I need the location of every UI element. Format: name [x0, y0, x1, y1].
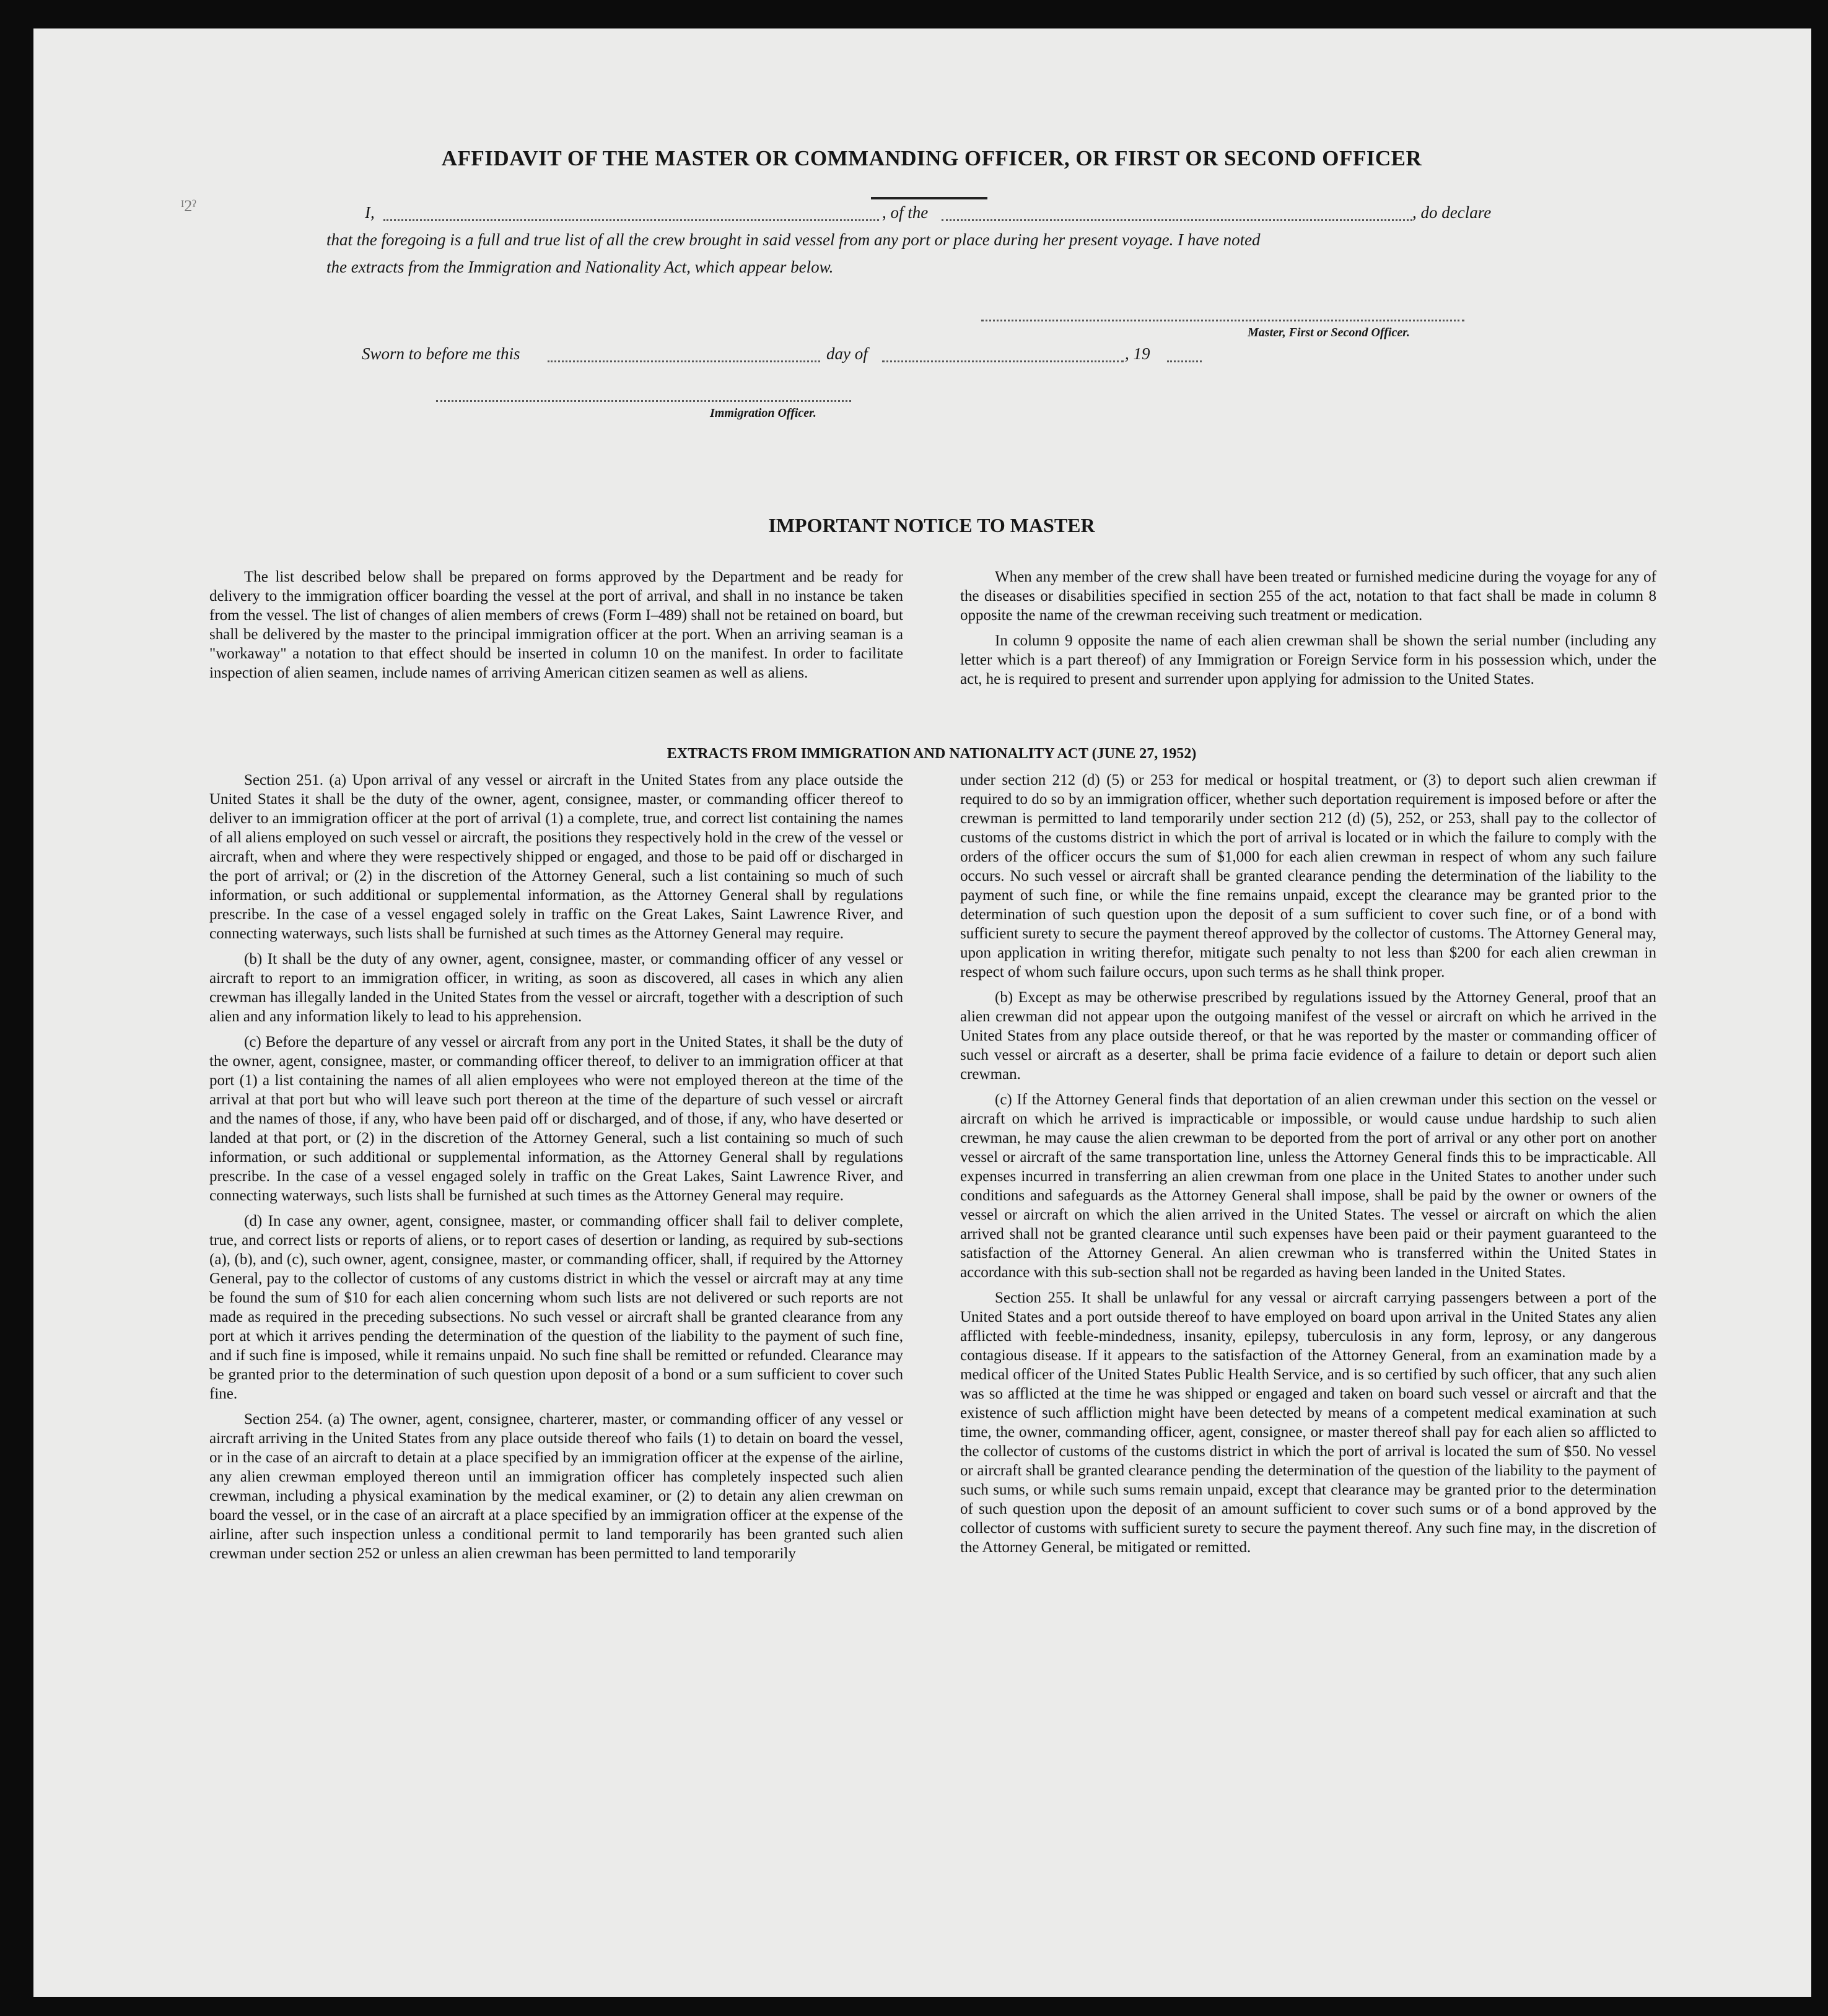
master-signature-field[interactable] — [981, 320, 1464, 321]
extracts-title: EXTRACTS FROM IMMIGRATION AND NATIONALITY ACT (JUNE 27, 1952) — [667, 746, 1197, 762]
extract-paragraph: (b) It shall be the duty of any owner, agent, consignee, master, or commanding officer of any vessel or aircraft to report to an immigration officer, in writing, as soon as discovered, all cases in which any alien crewman has illegally landed in the United States from the vessel or aircraft, together with a description of such alien and any information likely to lead to his apprehension. — [209, 951, 903, 1025]
title-rule — [871, 197, 987, 199]
notice-right-column — [960, 567, 1656, 695]
margin-note: ᴵ2ˀ — [181, 197, 196, 215]
month-field[interactable] — [882, 360, 1124, 362]
notice-right-paragraph-2: In column 9 opposite the name of each alien crewman shall be shown the serial number (including any letter which is a part thereof) of any Immigration or Foreign Service form in his possession which, under the act, he is required to present and surrender upon applying for admission to the United States. — [960, 632, 1656, 687]
declaration-of-the: , of the — [882, 203, 929, 222]
declaration-declare: , do declare — [1412, 203, 1492, 222]
year-field[interactable] — [1167, 360, 1202, 362]
master-caption: Master, First or Second Officer. — [1248, 326, 1410, 339]
name-field[interactable] — [383, 219, 879, 221]
extracts-right-column — [960, 770, 1656, 1563]
declaration-line-3: the extracts from the Immigration and Nationality Act, which appear below. — [326, 258, 834, 276]
extract-paragraph: (b) Except as may be otherwise prescribed by regulations issued by the Attorney General, proof that an alien crewman did not appear upon the outgoing manifest of the vessel or aircraft on which he arrived in the United States from any place outside thereof, or that he was reported by the master or commanding officer of such vessel or aircraft as a deserter, shall be prima facie evidence of a failure to detain or deport such alien crewman. — [960, 989, 1656, 1083]
extract-paragraph: Section 251. (a) Upon arrival of any vessel or aircraft in the United States from any place outside the United States it shall be the duty of the owner, agent, consignee, master, or commanding officer thereof to deliver to an immigration officer at the port of arrival (1) a complete, true, and correct list containing the names of all aliens employed on such vessel or aircraft, the positions they respectively hold in the crew of the vessel or aircraft, when and where they were respectively shipped or engaged, and those to be paid off or discharged in the port of arrival; or (2) in the discretion of the Attorney General, such a list containing so much of such information, or such additional or supplemental information, as the Attorney General shall by regulations prescribe. In the case of a vessel engaged solely in traffic on the Great Lakes, Saint Lawrence River, and connecting waterways, such lists shall be furnished at such times as the Attorney General may require. — [209, 772, 903, 942]
notice-left-column — [209, 567, 903, 689]
officer-caption: Immigration Officer. — [710, 406, 816, 420]
sworn-date-field[interactable] — [548, 360, 820, 362]
extract-paragraph: under section 212 (d) (5) or 253 for medical or hospital treatment, or (3) to deport such alien crewman if required to do so by an immigration officer, whether such deportation requirement is imposed before or after the crewman is permitted to land temporarily under section 212 (d) (5), 252, or 253, shall pay to the collector of customs of the customs district in which the port of arrival is located or in which the failure to comply with the orders of the officer occurs the sum of $1,000 for each alien crewman in respect of whom any such failure occurs. No such vessel or aircraft shall be granted clearance pending the determination of the liability to the payment of such fine, or while the fine remains unpaid, except the clearance may be granted prior to the determination of such question upon the deposit of a sum sufficient to cover such fine, or of a bond with sufficient surety to secure the payment thereof approved by the collector of customs. The Attorney General may, upon application in writing therefor, mitigate such penalty to not less than $200 for each alien crewman in respect of whom such failure occurs, upon such terms as he shall think proper. — [960, 772, 1656, 980]
declaration-i: I, — [365, 203, 375, 222]
extract-paragraph: Section 255. It shall be unlawful for any vessal or aircraft carrying passengers between a port of the United States and a port outside thereof to have employed on board upon arrival in the United States any alien afflicted with feeble-mindedness, insanity, epilepsy, tuberculosis in any form, leprosy, or any dangerous contagious disease. If it appears to the satisfaction of the Attorney General, from an examination made by a medical officer of the United States Public Health Service, and is so certified by such officer, that any such alien was so afflicted at the time he was shipped or engaged and taken on board such vessel or aircraft and that the existence of such affliction might have been detected by means of a competent medical examination at such time, the owner, commanding officer, agent, consignee, or master thereof shall pay for each alien so afflicted to the collector of customs of the customs district in which the port of arrival is located the sum of $50. No vessel or aircraft shall be granted clearance pending the determination of the question of the liability to the payment of such sums, or while such sums remain unpaid, except that clearance may be granted prior to the determination of such question upon the deposit of an amount sufficient to cover such sums or of a bond approved by the collector of customs with sufficient surety to secure the payment thereof. Any such fine may, in the discretion of the Attorney General, be mitigated or remitted. — [960, 1289, 1656, 1556]
sworn-label: Sworn to before me this — [362, 344, 520, 363]
affidavit-title: AFFIDAVIT OF THE MASTER OR COMMANDING OFFICER, OR FIRST OR SECOND OFFICER — [441, 146, 1422, 170]
year-label: , 19 — [1125, 344, 1150, 363]
document-page — [33, 28, 1811, 1997]
extract-paragraph: Section 254. (a) The owner, agent, consignee, charterer, master, or commanding officer of any vessel or aircraft arriving in the United States from any place outside thereof who fails (1) to detain on board the vessel, or in the case of an aircraft to detain at a place specified by an immigration officer at the expense of the airline, any alien crewman employed thereon until an immigration officer has completely inspected such alien crewman, including a physical examination by the medical examiner, or (2) to detain any alien crewman on board the vessel, or in the case of an aircraft at a place specified by an immigration officer at the expense of the airline, after such inspection unless a conditional permit to land temporarily has been granted such alien crewman under section 252 or unless an alien crewman has been permitted to land temporarily — [209, 1411, 903, 1562]
extracts-left-column — [209, 770, 903, 1569]
officer-signature-field[interactable] — [436, 400, 851, 402]
notice-title: IMPORTANT NOTICE TO MASTER — [768, 514, 1095, 536]
extract-paragraph: (c) Before the departure of any vessel or aircraft from any port in the United States, it shall be the duty of the owner, agent, consignee, master, or commanding officer thereof, to deliver to an immigration officer at that port (1) a list containing the names of all alien employees who were not employed thereon at the time of the arrival at that port but who will leave such port thereon at the time of the departure of such vessel or aircraft and the names of those, if any, who have been paid off or discharged, and of those, if any, who have deserted or landed at that port, or (2) in the discretion of the Attorney General, such a list containing so much of such information, or such additional or supplemental information, as the Attorney General shall by regulations prescribe. In the case of a vessel engaged solely in traffic on the Great Lakes, Saint Lawrence River, and connecting waterways, such lists shall be furnished at such times as the Attorney General may require. — [209, 1034, 903, 1204]
declaration-line-2: that the foregoing is a full and true list of all the crew brought in said vessel from any port or place during her present voyage. I have noted — [326, 230, 1261, 249]
notice-left-paragraph: The list described below shall be prepared on forms approved by the Department and be ready for delivery to the immigration officer boarding the vessel at the port of arrival, and shall in no instance be taken from the vessel. The list of changes of alien members of crews (Form I–489) shall not be retained on board, but shall be delivered by the master to the principal immigration officer at the port. When an arriving seaman is a "workaway" a notation to that effect should be inserted in column 10 on the manifest. In order to facilitate inspection of alien seamen, include names of arriving American citizen seamen as well as aliens. — [209, 569, 903, 681]
extract-paragraph: (c) If the Attorney General finds that deportation of an alien crewman under this section on the vessel or aircraft on which he arrived is impracticable or impossible, or would cause undue hardship to such alien crewman, he may cause the alien crewman to be deported from the port of arrival or any other port on another vessel or aircraft of the same transportation line, unless the Attorney General finds this to be impracticable. All expenses incurred in transferring an alien crewman from one place in the United States to another under such conditions and safeguards as the Attorney General shall impose, shall be paid by the owner or owners of the vessel or aircraft on which the alien arrived in the United States. The vessel or aircraft on which the alien arrived shall not be granted clearance until such expenses have been paid or their payment guaranteed to the satisfaction of the Attorney General. An alien crewman who is transferred within the United States in accordance with this sub-section shall not be regarded as having been landed in the United States. — [960, 1091, 1656, 1281]
extract-paragraph: (d) In case any owner, agent, consignee, master, or commanding officer shall fail to deliver complete, true, and correct lists or reports of aliens, or to report cases of desertion or landing, as required by sub-sections (a), (b), and (c), such owner, agent, consignee, master, or commanding officer, shall, if required by the Attorney General, pay to the collector of customs of any customs district in which the vessel or aircraft may at any time be found the sum of $10 for each alien concerning whom such lists are not delivered or such reports are not made as required in the preceding subsections. No such vessel or aircraft shall be granted clearance from any port at which it arrives pending the determination of the question of the liability to the payment of such fine, and if such fine is imposed, while it remains unpaid. No such fine shall be remitted or refunded. Clearance may be granted prior to the determination of such question upon deposit of a bond or a sum sufficient to cover such fine. — [209, 1213, 903, 1402]
day-of-label: day of — [826, 344, 868, 363]
notice-right-paragraph-1: When any member of the crew shall have been treated or furnished medicine during the voyage for any of the diseases or disabilities specified in section 255 of the act, notation to that fact shall be made in column 8 opposite the name of the crewman receiving such treatment or medication. — [960, 569, 1656, 624]
vessel-field[interactable] — [942, 219, 1412, 221]
